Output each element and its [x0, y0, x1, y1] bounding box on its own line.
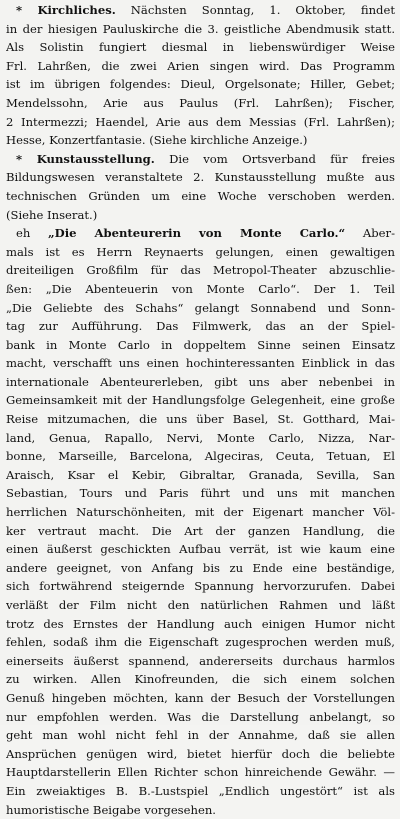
text-line: humoristische Beigabe vorgesehen. [6, 802, 216, 817]
text-line: sich fortwährend steigernde Spannung hervorzurufen. Dabei [6, 579, 395, 594]
line-text: Nächsten Sonntag, 1. Oktober, findet [115, 3, 395, 17]
paragraph-kunstausstellung [6, 150, 395, 224]
text-line: Genuß hingeben möchten, kann der Besuch der Vorstellungen [6, 690, 395, 705]
text-line: technischen Gründen um eine Woche verschoben werden. [6, 188, 395, 203]
text-line: geht man wohl nicht fehl in der Annahme, daß sie allen [6, 728, 395, 743]
text-line: nur empfohlen werden. Was die Darstellung anbelangt, so [6, 709, 395, 724]
text-line: 2 Intermezzi; Haendel, Arie aus dem Messias (Frl. Lahrßen); [6, 114, 395, 129]
line-text: Aber- [345, 226, 395, 241]
text-line: Bildungswesen veranstaltete 2. Kunstausstellung mußte aus [6, 170, 395, 185]
text-line: dreiteiligen Großfilm für das Metropol-Theater abzuschlie- [6, 263, 395, 278]
text-line: Frl. Lahrßen, die zwei Arien singen wird. Das Programm [6, 58, 395, 73]
text-line: Hauptdarstellerin Ellen Richter schon hinreichende Gewähr. — [6, 765, 395, 780]
article-title: „Die Abenteurerin von Monte Carlo.“ [48, 226, 346, 241]
text-line: Ansprüchen genügen wird, bietet hierfür doch die beliebte [6, 746, 395, 761]
text-line: bank in Monte Carlo in doppeltem Sinne seinen Einsatz [6, 337, 395, 352]
text-line: mals ist es Herrn Reynaerts gelungen, einen gewaltigen [6, 244, 395, 259]
text-line: fehlen, sodaß ihm die Eigenschaft zugesprochen werden muß, [6, 635, 395, 650]
paragraph-abenteurerin [6, 224, 395, 819]
text-line: (Siehe Inserat.) [6, 207, 98, 222]
text-line: Mendelssohn, Arie aus Paulus (Frl. Lahrßen); Fischer, [6, 95, 395, 110]
text-line: ßen: „Die Abenteuerin von Monte Carlo“. Der 1. Teil [6, 281, 395, 296]
text-line: Araisch, Ksar el Kebir, Gibraltar, Granada, Sevilla, San [6, 467, 395, 482]
text-line: verläßt der Film nicht den natürlichen Rahmen und läßt [6, 598, 395, 612]
text-line: zu wirken. Allen Kinofreunden, die sich einem solchen [6, 672, 395, 687]
line-text: Die vom Ortsverband für freies [154, 151, 395, 166]
section-heading: * Kunstausstellung. [16, 151, 155, 166]
text-line: Als Solistin fungiert diesmal in liebenswürdiger Weise [6, 40, 395, 55]
text-line: Ein zweiaktiges B. B.-Lustspiel „Endlich ungestört“ ist als [6, 783, 395, 798]
text-line: trotz des Ernstes der Handlung auch einigen Humor nicht [6, 616, 395, 631]
line-prefix: eh [16, 226, 48, 241]
text-line: einerseits äußerst spannend, andererseits durchaus harmlos [6, 653, 395, 668]
text-line: Gemeinsamkeit mit der Handlungsfolge Gelegenheit, eine große [6, 393, 395, 408]
section-heading: * Kirchliches. [16, 3, 116, 17]
text-line: ker vertraut macht. Die Art der ganzen Handlung, die [6, 523, 395, 538]
text-line: internationale Abenteurerleben, gibt uns aber nebenbei in [6, 374, 395, 389]
text-line: Hesse, Konzertfantasie. (Siehe kirchliche Anzeige.) [6, 133, 308, 148]
text-line: Sebastian, Tours und Paris führt und uns mit manchen [6, 486, 395, 501]
text-line: „Die Geliebte des Schahs“ gelangt Sonnabend und Sonn- [6, 300, 395, 315]
text-line: bonne, Marseille, Barcelona, Algeciras, Ceuta, Tetuan, El [6, 449, 395, 464]
text-line: herrlichen Naturschönheiten, mit der Eigenart mancher Völ- [6, 505, 395, 520]
text-line: tag zur Aufführung. Das Filmwerk, das an der Spiel- [6, 319, 395, 334]
text-line: andere geeignet, von Anfang bis zu Ende eine beständige, [6, 560, 395, 575]
text-line: einen äußerst geschickten Aufbau verrät, ist wie kaum eine [6, 542, 395, 557]
text-line: land, Genua, Rapallo, Nervi, Monte Carlo, Nizza, Nar- [6, 430, 395, 445]
paragraph-kirchliches [6, 1, 395, 150]
text-line: Reise mitzumachen, die uns über Basel, St. Gotthard, Mai- [6, 412, 395, 427]
text-line: in der hiesigen Pauluskirche die 3. geistliche Abendmusik statt. [6, 21, 395, 36]
text-line: ist im übrigen folgendes: Dieul, Orgelsonate; Hiller, Gebet; [6, 77, 395, 92]
text-line [6, 150, 395, 169]
text-line: macht, verschafft uns einen hochinteressanten Einblick in das [6, 356, 395, 371]
text-line [6, 224, 395, 243]
text-line [6, 1, 395, 20]
